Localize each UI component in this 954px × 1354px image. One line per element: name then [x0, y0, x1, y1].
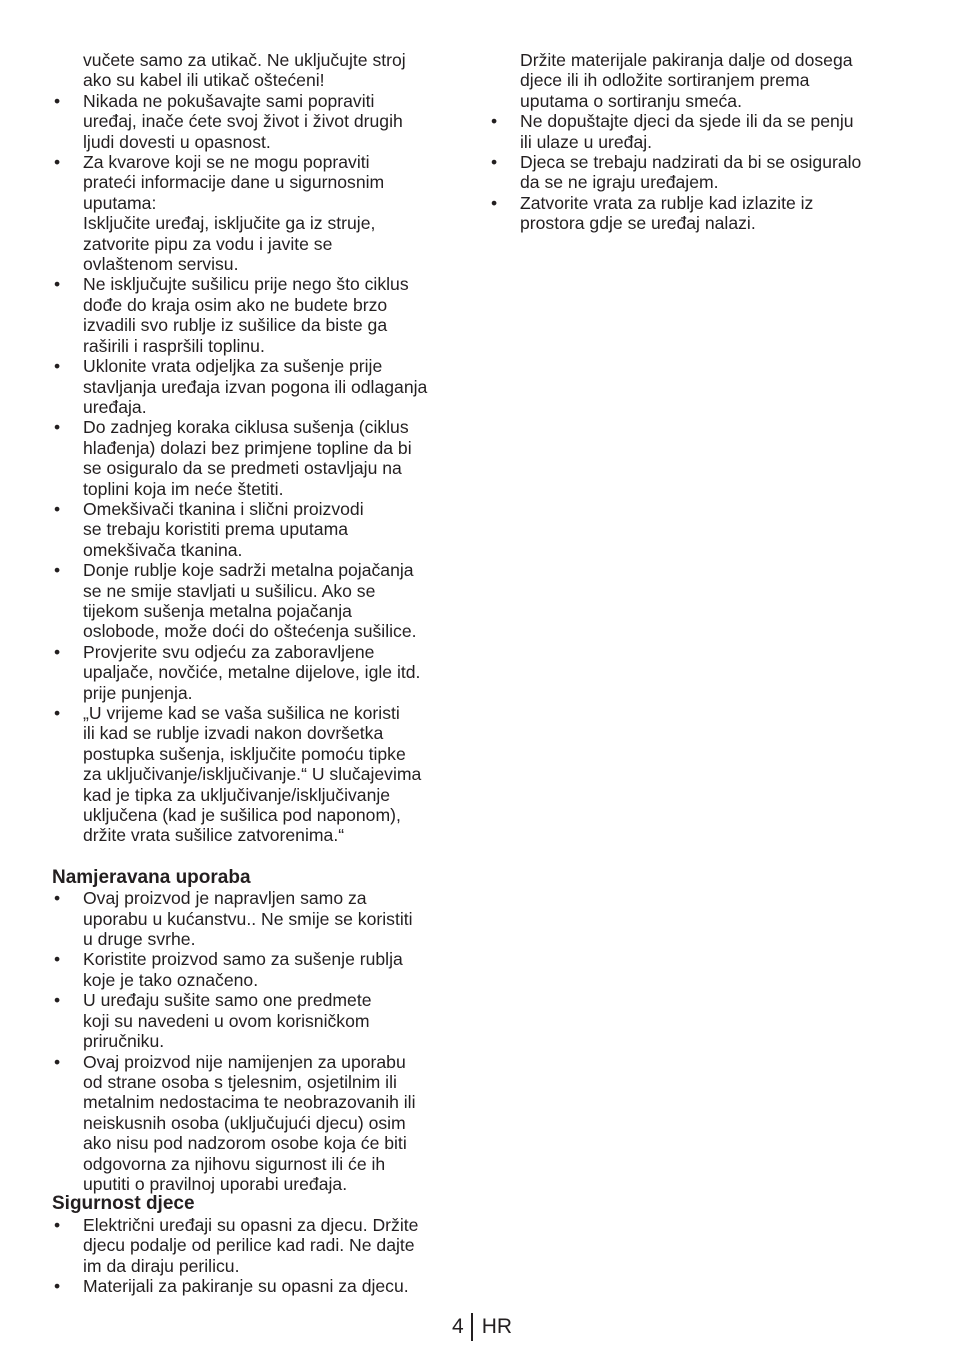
- text-line: u druge svrhe.: [83, 929, 196, 950]
- text-line: kad je tipka za uključivanje/isključivanje: [83, 784, 391, 805]
- text-line: prije punjenja.: [83, 682, 193, 703]
- text-line: postupka sušenja, isključite pomoću tipke: [83, 743, 406, 764]
- list-item: [52, 356, 472, 417]
- bullet-icon: •: [491, 152, 498, 173]
- list-item: [52, 990, 472, 1051]
- list-item: [52, 152, 472, 274]
- list-item: [52, 949, 472, 990]
- continued-paragraph: [489, 50, 909, 111]
- text-line: neiskusnih osoba (uključujući djecu) osim: [83, 1112, 406, 1133]
- text-line: dođe do kraja osim ako ne budete brzo: [83, 294, 388, 315]
- child-safety-list: [52, 1215, 472, 1297]
- text-line: se trebaju koristiti prema uputama: [83, 519, 349, 540]
- list-item: [52, 499, 472, 560]
- text-line: ljudi dovesti u opasnost.: [83, 131, 271, 152]
- list-item: [52, 417, 472, 499]
- intended-use-list: [52, 888, 472, 1194]
- text-line: Isključite uređaj, isključite ga iz struje,: [83, 213, 376, 234]
- text-line: Omekšivači tkanina i slični proizvodi: [83, 498, 364, 519]
- text-line: Djeca se trebaju nadzirati da bi se osiguralo: [520, 152, 862, 173]
- bullet-icon: •: [54, 1214, 61, 1235]
- list-item: [52, 1276, 472, 1296]
- list-item: [52, 888, 472, 949]
- text-line: djece ili ih odložite sortiranjem prema: [520, 70, 810, 91]
- text-line: toplini koja im neće štetiti.: [83, 478, 284, 499]
- text-line: U uređaju sušite samo one predmete: [83, 990, 372, 1011]
- bullet-icon: •: [54, 888, 61, 909]
- bullet-icon: •: [54, 152, 61, 173]
- text-line: Uklonite vrata odjeljka za sušenje prije: [83, 356, 383, 377]
- text-line: Električni uređaji su opasni za djecu. Držite: [83, 1214, 419, 1235]
- text-line: ako nisu pod nadzorom osobe koja će biti: [83, 1133, 407, 1154]
- bullet-icon: •: [54, 1051, 61, 1072]
- text-line: prostora gdje se uređaj nalazi.: [520, 213, 756, 234]
- text-line: raširili i raspršili toplinu.: [83, 335, 265, 356]
- text-line: Materijali za pakiranje su opasni za djecu.: [83, 1275, 409, 1296]
- language-code: HR: [481, 1315, 513, 1338]
- text-line: uputama:: [83, 192, 157, 213]
- text-line: uključena (kad je sušilica pod naponom),: [83, 805, 401, 826]
- bullet-icon: •: [54, 560, 61, 581]
- text-line: se ne smije stavljati u sušilicu. Ako se: [83, 580, 376, 601]
- page-number: 4: [452, 1315, 464, 1338]
- bullet-icon: •: [54, 990, 61, 1011]
- text-line: Nikada ne pokušavajte sami popraviti: [83, 90, 375, 111]
- bullet-icon: •: [491, 111, 498, 132]
- text-line: Ne isključujte sušilicu prije nego što ciklus: [83, 274, 409, 295]
- text-line: uređaja.: [83, 396, 147, 417]
- text-line: Do zadnjeg koraka ciklusa sušenja (ciklus: [83, 417, 409, 438]
- text-line: oslobode, može doći do oštećenja sušilice.: [83, 621, 417, 642]
- text-line: upaljače, novčiće, metalne dijelove, igle itd.: [83, 662, 421, 683]
- bullet-icon: •: [54, 641, 61, 662]
- text-line: uporabu u kućanstvu.. Ne smije se koristiti: [83, 908, 413, 929]
- text-line: od strane osoba s tjelesnim, osjetilnim ili: [83, 1071, 397, 1092]
- list-item: [52, 642, 472, 703]
- text-line: vučete samo za utikač. Ne uključujte stroj: [83, 50, 406, 70]
- text-line: im da diraju perilicu.: [83, 1255, 240, 1276]
- text-line: držite vrata sušilice zatvorenima.“: [83, 825, 345, 846]
- child-safety-list-continued: [489, 111, 909, 233]
- text-line: omekšivača tkanina.: [83, 539, 243, 560]
- text-line: „U vrijeme kad se vaša sušilica ne koristi: [83, 703, 400, 723]
- list-item: [489, 111, 909, 152]
- text-line: koji su navedeni u ovom korisničkom: [83, 1010, 370, 1031]
- text-line: prateći informacije dane u sigurnosnim: [83, 172, 385, 193]
- text-line: metalnim nedostacima te neobrazovanih ili: [83, 1092, 416, 1113]
- bullet-icon: •: [54, 703, 61, 723]
- safety-list: [52, 91, 472, 846]
- text-line: uređaj, inače ćete svoj život i život drugih: [83, 111, 403, 132]
- heading-child-safety: Sigurnost djece: [52, 1193, 195, 1215]
- list-item: [52, 1215, 472, 1276]
- bullet-icon: •: [54, 356, 61, 377]
- list-item: [489, 152, 909, 193]
- text-line: priručniku.: [83, 1031, 165, 1052]
- bullet-icon: •: [54, 90, 61, 111]
- text-line: se osiguralo da se predmeti ostavljaju na: [83, 458, 402, 479]
- text-line: ovlaštenom servisu.: [83, 254, 239, 275]
- text-line: uputama o sortiranju smeća.: [520, 90, 742, 111]
- continued-paragraph: [52, 50, 472, 91]
- bullet-icon: •: [54, 498, 61, 519]
- text-line: Ne dopuštajte djeci da sjede ili da se penju: [520, 111, 854, 132]
- text-line: uputiti o pravilnoj uporabi uređaja.: [83, 1173, 348, 1194]
- footer-separator: [471, 1313, 473, 1341]
- text-line: Koristite proizvod samo za sušenje rublja: [83, 949, 403, 970]
- text-line: zatvorite pipu za vodu i javite se: [83, 233, 333, 254]
- text-line: stavljanja uređaja izvan pogona ili odlaganja: [83, 376, 428, 397]
- text-line: Provjerite svu odjeću za zaboravljene: [83, 641, 375, 662]
- text-line: Donje rublje koje sadrži metalna pojačanja: [83, 560, 414, 581]
- bullet-icon: •: [54, 417, 61, 438]
- list-item: [52, 1052, 472, 1195]
- text-line: ili ulaze u uređaj.: [520, 131, 653, 152]
- text-line: djecu podalje od perilice kad radi. Ne dajte: [83, 1235, 415, 1256]
- bullet-icon: •: [54, 1275, 61, 1296]
- text-line: Za kvarove koji se ne mogu popraviti: [83, 152, 370, 173]
- text-line: Držite materijale pakiranja dalje od dosega: [520, 50, 853, 70]
- list-item: [489, 193, 909, 234]
- left-column: [52, 50, 472, 1296]
- text-line: tijekom sušenja metalna pojačanja: [83, 600, 352, 621]
- right-column: [489, 50, 909, 234]
- text-line: Zatvorite vrata za rublje kad izlazite iz: [520, 192, 814, 213]
- text-line: da se ne igraju uređajem.: [520, 172, 719, 193]
- text-line: hlađenja) dolazi bez primjene topline da bi: [83, 437, 412, 458]
- text-line: koje je tako označeno.: [83, 969, 259, 990]
- text-line: ako su kabel ili utikač oštećeni!: [83, 70, 325, 91]
- text-line: Ovaj proizvod je napravljen samo za: [83, 888, 367, 909]
- list-item: [52, 91, 472, 152]
- text-line: odgovorna za njihovu sigurnost ili će ih: [83, 1153, 386, 1174]
- text-line: ili kad se rublje izvadi nakon dovršetka: [83, 723, 384, 744]
- list-item: [52, 560, 472, 642]
- bullet-icon: •: [54, 949, 61, 970]
- bullet-icon: •: [54, 274, 61, 295]
- text-line: za uključivanje/isključivanje.“ U slučajevima: [83, 764, 422, 785]
- page-footer: [452, 1313, 512, 1341]
- heading-intended-use: Namjeravana uporaba: [52, 866, 251, 888]
- text-line: Ovaj proizvod nije namijenjen za uporabu: [83, 1051, 406, 1072]
- text-line: izvadili svo rublje iz sušilice da biste ga: [83, 315, 388, 336]
- list-item: [52, 274, 472, 356]
- bullet-icon: •: [491, 192, 498, 213]
- list-item: [52, 703, 472, 846]
